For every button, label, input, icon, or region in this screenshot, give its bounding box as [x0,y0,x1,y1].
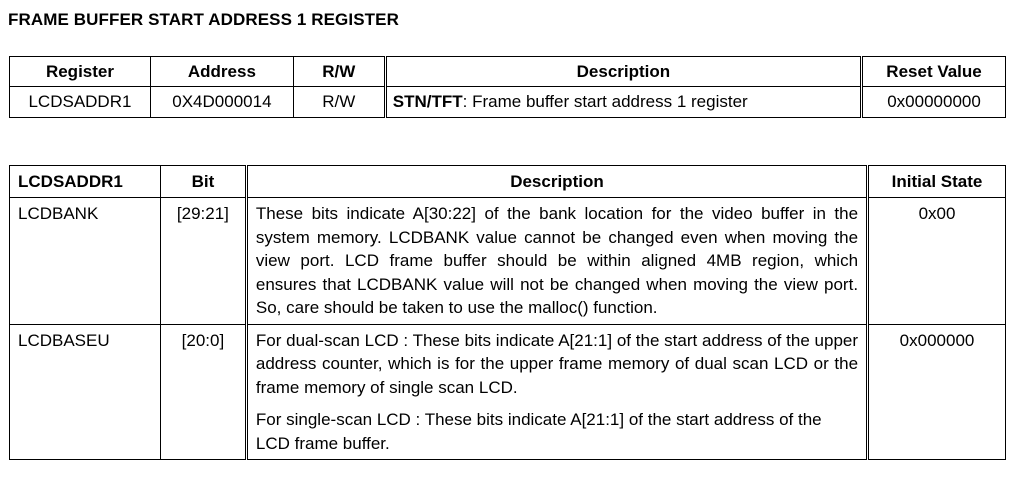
description-mode: STN/TFT [392,92,463,111]
register-reset-value: 0x00000000 [862,87,1006,118]
header-description: Description [385,57,861,87]
table-row [10,87,1006,118]
register-address: 0X4D000014 [150,87,293,118]
field-name: LCDBANK [10,198,161,325]
header-reset-value: Reset Value [862,57,1006,87]
field-bit-range: [20:0] [160,324,246,460]
header-field-description: Description [246,166,867,198]
field-name: LCDBASEU [10,324,161,460]
register-name: LCDSADDR1 [10,87,151,118]
header-address: Address [150,57,293,87]
header-bit: Bit [160,166,246,198]
register-table-header-row [10,57,1006,87]
table-row [10,198,1006,325]
field-description [246,324,867,460]
register-description [385,87,861,118]
field-description-single-scan: For single-scan LCD : These bits indicate A[21:1] of the start address of the LCD frame buffer. [255,410,822,453]
description-text: : Frame buffer start address 1 register [462,92,748,111]
field-description: These bits indicate A[30:22] of the bank location for the video buffer in the system memory. LCDBANK value cannot be changed even when moving the view port. LCD frame buffer should be within aligned 4MB region, which ensures that LCDBANK value will not be changed when moving the view port. So, care should be taken to use the malloc() function. [246,198,867,325]
bit-field-table [9,165,1006,460]
field-initial-state: 0x00 [868,198,1006,325]
header-rw: R/W [293,57,385,87]
field-description-dual-scan: For dual-scan LCD : These bits indicate A[21:1] of the start address of the upper address counter, which is for the upper frame memory of dual scan LCD or the frame memory of single scan LCD. [255,330,859,397]
register-table [9,56,1006,118]
bit-table-header-row [10,166,1006,198]
table-row [10,324,1006,460]
field-bit-range: [29:21] [160,198,246,325]
register-rw: R/W [293,87,385,118]
header-field-name: LCDSADDR1 [10,166,161,198]
field-initial-state: 0x000000 [868,324,1006,460]
page-title: FRAME BUFFER START ADDRESS 1 REGISTER [8,10,399,29]
header-initial-state: Initial State [868,166,1006,198]
header-register: Register [10,57,151,87]
